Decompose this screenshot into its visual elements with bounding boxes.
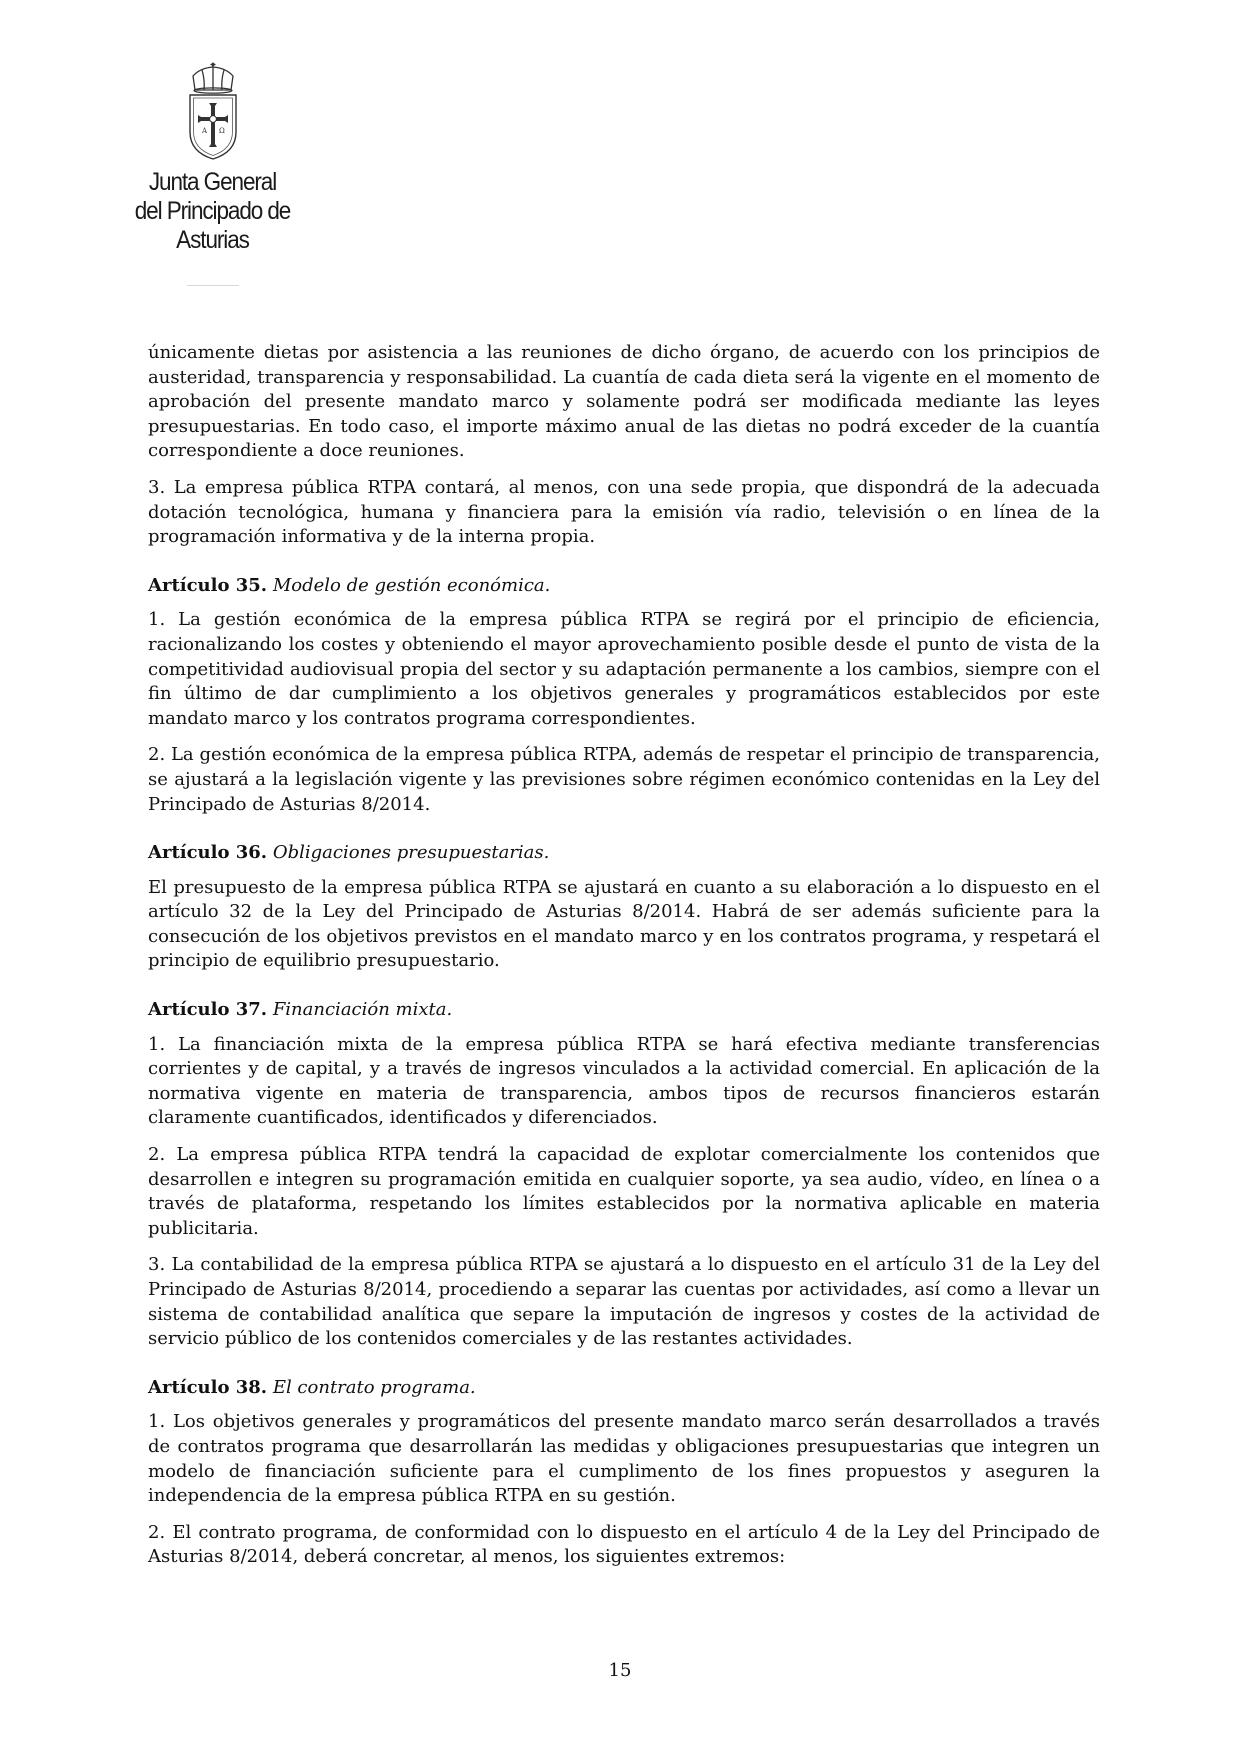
article-heading (148, 1376, 1100, 1401)
article-heading (148, 998, 1100, 1023)
document-body (148, 341, 1100, 1582)
document-header (90, 62, 335, 286)
paragraph: únicamente dietas por asistencia a las reuniones de dicho órgano, de acuerdo con los principios de austeridad, transparencia y responsabilidad. La cuantía de cada dieta será la vigente en el momento de aprobación del presente mandato marco y solamente podrá ser modificada mediante las leyes presupuestarias. En todo caso, el importe máximo anual de las dietas no podrá exceder de la cuantía correspondiente a doce reuniones. (148, 342, 1100, 462)
paragraph: 2. La gestión económica de la empresa pública RTPA, además de respetar el principio de transparencia, se ajustará a la legislación vigente y las previsiones sobre régimen económico contenidas en la Ley del Principado de Asturias 8/2014. (148, 744, 1100, 815)
article-heading (148, 574, 1100, 599)
paragraph: 1. Los objetivos generales y programáticos del presente mandato marco serán desarrollados a través de contratos programa que desarrollarán las medidas y obligaciones presupuestarias que integren un modelo de financiación suficiente para el cumplimento de los fines propuestos y aseguren la independencia de la empresa pública RTPA en su gestión. (148, 1411, 1100, 1507)
article-title: El contrato programa. (272, 1376, 476, 1398)
asturias-crest-icon (178, 62, 248, 162)
svg-text:A: A (201, 127, 207, 135)
svg-text:Ω: Ω (218, 127, 225, 135)
article-title: Financiación mixta. (272, 999, 453, 1021)
article-title: Obligaciones presupuestarias. (272, 842, 550, 864)
paragraph: 1. La gestión económica de la empresa pública RTPA se regirá por el principio de eficiencia, racionalizando los costes y obteniendo el mayor aprovechamiento posible desde el punto de vista de la competitividad audiovisual propia del sector y su adaptación permanente a los cambios, siempre con el fin último de dar cumplimiento a los objetivos generales y programáticos establecidos por este mandato marco y los contratos programa correspondientes. (148, 609, 1100, 729)
article-heading (148, 841, 1100, 866)
paragraph: 2. La empresa pública RTPA tendrá la capacidad de explotar comercialmente los contenidos que desarrollen e integren su programación emitida en cualquier soporte, ya sea audio, vídeo, en línea o a través de plataforma, respetando los límites establecidos por la normativa aplicable en materia publicitaria. (148, 1144, 1100, 1239)
article-number: Artículo 38. (148, 1376, 268, 1398)
article-number: Artículo 35. (148, 574, 268, 596)
article-number: Artículo 37. (148, 999, 268, 1021)
header-divider (187, 285, 239, 286)
article-title: Modelo de gestión económica. (272, 574, 551, 596)
page-number: 15 (608, 1660, 632, 1681)
paragraph: 2. El contrato programa, de conformidad con lo dispuesto en el artículo 4 de la Ley del Principado de Asturias 8/2014, deberá concretar, al menos, los siguientes extremos: (148, 1521, 1100, 1568)
org-name-line2: del Principado de Asturias (134, 197, 291, 254)
org-name-line1: Junta General (148, 168, 277, 196)
article-number: Artículo 36. (148, 842, 268, 864)
paragraph: El presupuesto de la empresa pública RTPA se ajustará en cuanto a su elaboración a lo dispuesto en el artículo 32 de la Ley del Principado de Asturias 8/2014. Habrá de ser además suficiente para la consecución de los objetivos previstos en el mandato marco y en los contratos programa, y respetará el principio de equilibrio presupuestario. (148, 876, 1100, 972)
paragraph: 3. La empresa pública RTPA contará, al menos, con una sede propia, que dispondrá de la adecuada dotación tecnológica, humana y financiera para la emisión vía radio, televisión o en línea de la programación informativa y de la interna propia. (148, 476, 1100, 548)
paragraph: 3. La contabilidad de la empresa pública RTPA se ajustará a lo dispuesto en el artículo 31 de la Ley del Principado de Asturias 8/2014, procediendo a separar las cuentas por actividades, así como a llevar un sistema de contabilidad analítica que separe la imputación de ingresos y costes de la actividad de servicio público de los contenidos comerciales y de las restantes actividades. (148, 1254, 1100, 1350)
paragraph: 1. La financiación mixta de la empresa pública RTPA se hará efectiva mediante transferencias corrientes y de capital, y a través de ingresos vinculados a la actividad comercial. En aplicación de la normativa vigente en materia de transparencia, ambos tipos de recursos financieros estarán claramente cuantificados, identificados y diferenciados. (148, 1033, 1100, 1129)
